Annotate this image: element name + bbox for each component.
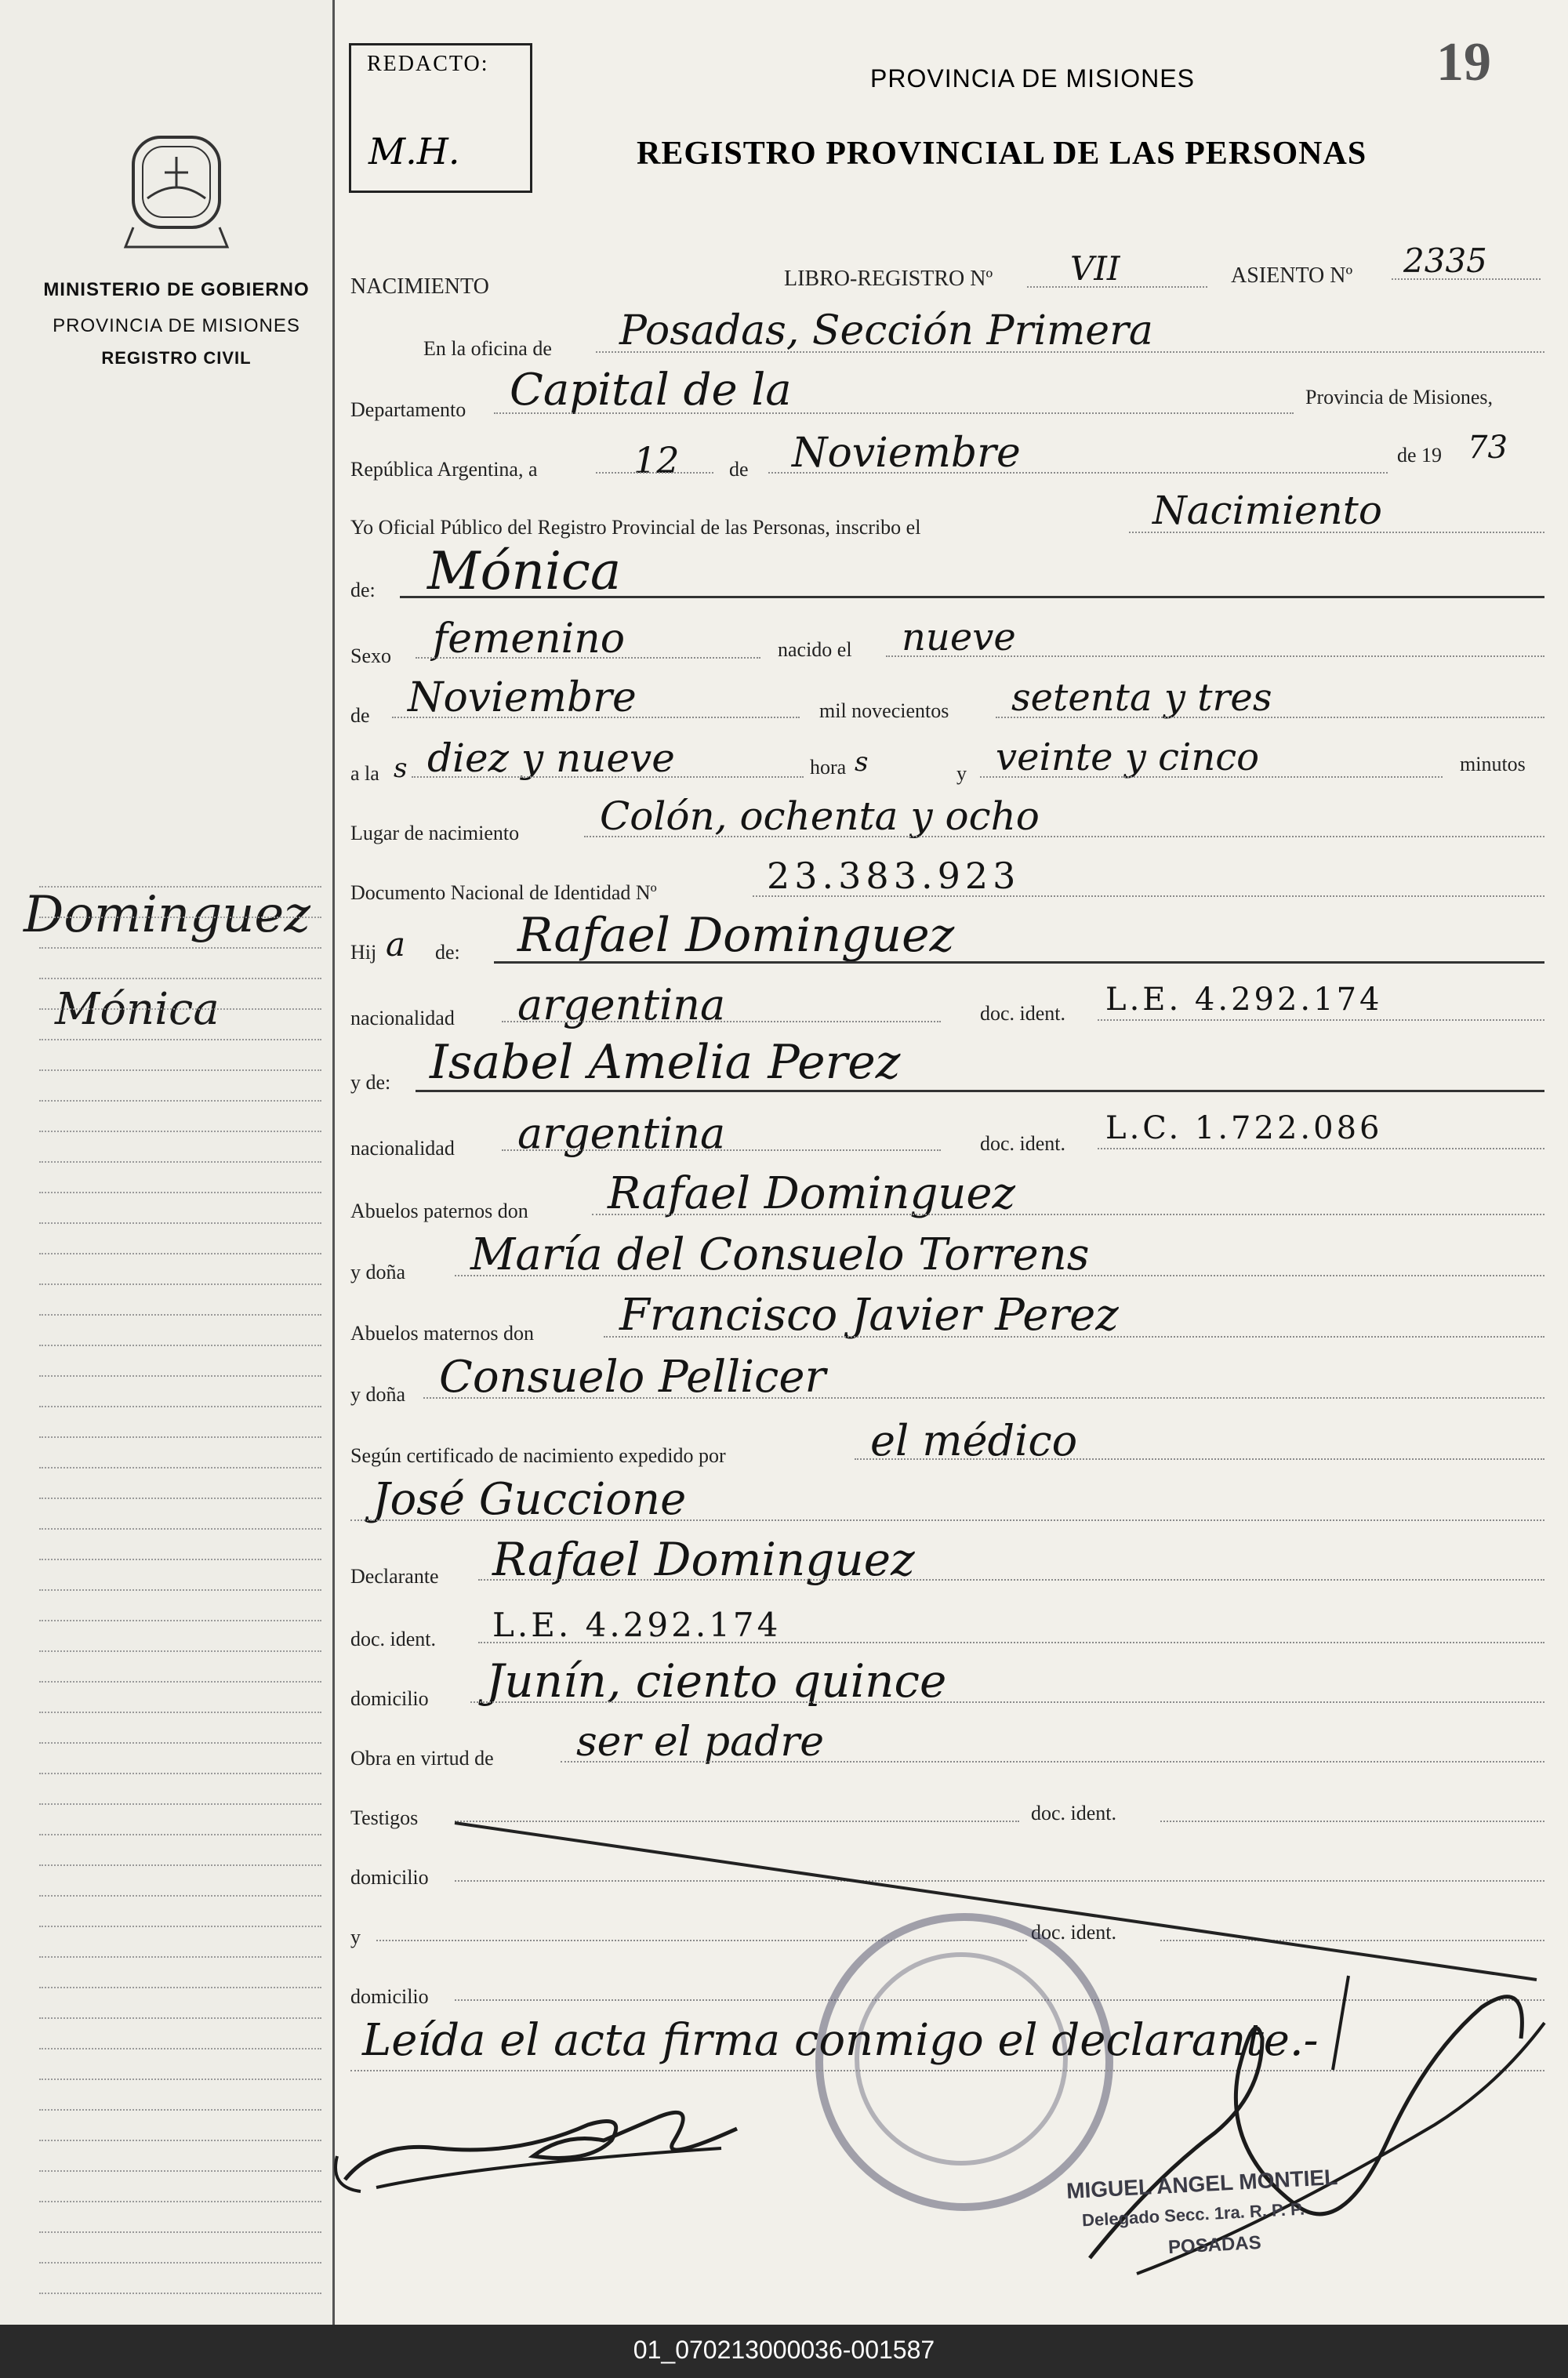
abuela-paterna-value: María del Consuelo Torrens [470, 1229, 1090, 1280]
nacido-dia-value: nueve [902, 615, 1016, 659]
abuelos-paternos-label: Abuelos paternos don [350, 1200, 528, 1222]
abuelos-maternos-label: Abuelos maternos don [350, 1322, 534, 1345]
madre-nacionalidad-label: nacionalidad [350, 1137, 455, 1160]
nacido-anio-value: setenta y tres [1011, 676, 1272, 720]
footer-bar [0, 2325, 1568, 2378]
record-type-label: NACIMIENTO [350, 274, 489, 299]
dni-value: 23.383.923 [767, 855, 1021, 897]
nombre-value: Mónica [427, 541, 622, 601]
testigo2-dom-label: domicilio [350, 1985, 429, 2008]
declarante-doc-label: doc. ident. [350, 1628, 437, 1650]
horas-s: s [855, 746, 869, 778]
minutos-value: veinte y cinco [996, 735, 1260, 779]
libro-value: VII [1070, 249, 1120, 288]
asiento-value: 2335 [1403, 241, 1487, 280]
oficina-label: En la oficina de [423, 337, 552, 360]
asiento-label: ASIENTO Nº [1231, 263, 1353, 288]
medico-value: José Guccione [372, 1474, 687, 1525]
madre-doc-label: doc. ident. [980, 1132, 1066, 1155]
hij-de-label: de: [435, 941, 460, 964]
padre-value: Rafael Dominguez [517, 908, 955, 963]
dni-label: Documento Nacional de Identidad Nº [350, 881, 657, 904]
abuela-materna-label: y doña [350, 1383, 406, 1406]
inscribo-value: Nacimiento [1152, 488, 1382, 533]
padre-doc-label: doc. ident. [980, 1002, 1066, 1025]
declarante-label: Declarante [350, 1565, 439, 1588]
testigo1-doc-label: doc. ident. [1031, 1802, 1117, 1824]
declarante-value: Rafael Dominguez [492, 1533, 915, 1586]
minutos-label: minutos [1460, 753, 1526, 775]
libro-label: LIBRO-REGISTRO Nº [784, 267, 993, 291]
padre-nacionalidad-label: nacionalidad [350, 1007, 455, 1029]
nacido-label: nacido el [778, 638, 852, 661]
domicilio-label: domicilio [350, 1687, 429, 1710]
yo-oficial-label: Yo Oficial Público del Registro Provincial de las Personas, inscribo el [350, 516, 921, 539]
testigo1-dom-label: domicilio [350, 1866, 429, 1889]
a-las-s: s [394, 753, 408, 784]
official-position: Delegado Secc. 1ra. R. P. P. [1081, 2198, 1305, 2231]
de-colon-label: de: [350, 579, 376, 601]
page-number: 19 [1436, 32, 1491, 93]
declarante-signature-icon [329, 2070, 768, 2227]
official-name: MIGUEL ANGEL MONTIEL [1065, 2164, 1338, 2204]
page-title: REGISTRO PROVINCIAL DE LAS PERSONAS [637, 136, 1367, 172]
official-signature-icon [1058, 1944, 1560, 2289]
padre-nacionalidad-value: argentina [517, 980, 726, 1029]
de-mes-label: de [350, 704, 370, 727]
dia-value: 12 [633, 439, 680, 481]
nacido-mes-value: Noviembre [408, 674, 637, 721]
obra-label: Obra en virtud de [350, 1747, 494, 1770]
domicilio-value: Junín, ciento quince [486, 1654, 947, 1708]
sexo-value: femenino [433, 615, 626, 663]
ministry-line: MINISTERIO DE GOBIERNO [43, 279, 310, 300]
registry-line: REGISTRO CIVIL [101, 348, 252, 368]
madre-doc-value: L.C. 1.722.086 [1105, 1110, 1383, 1146]
y-label: y [956, 762, 967, 785]
oficina-value: Posadas, Sección Primera [619, 307, 1153, 354]
abuela-materna-value: Consuelo Pellicer [439, 1352, 826, 1403]
abuelo-materno-value: Francisco Javier Perez [619, 1290, 1119, 1341]
redacto-label: REDACTO: [367, 52, 489, 76]
anio-value: 73 [1468, 430, 1508, 466]
testigos-label: Testigos [350, 1806, 419, 1829]
segun-label: Según certificado de nacimiento expedido por [350, 1444, 726, 1467]
obra-value: ser el padre [576, 1719, 824, 1766]
horas-value: diez y nueve [427, 735, 675, 781]
sexo-label: Sexo [350, 644, 391, 667]
madre-value: Isabel Amelia Perez [430, 1035, 901, 1090]
de-label: de [729, 458, 749, 481]
province-heading: PROVINCIA DE MISIONES [870, 64, 1195, 93]
republica-label: República Argentina, a [350, 458, 538, 481]
province-line: PROVINCIA DE MISIONES [53, 315, 300, 336]
departamento-value: Capital de la [510, 365, 792, 416]
abuela-paterna-label: y doña [350, 1261, 406, 1283]
mes-value: Noviembre [792, 430, 1021, 477]
declarante-doc-value: L.E. 4.292.174 [492, 1606, 782, 1644]
testigo2-doc-label: doc. ident. [1031, 1921, 1117, 1944]
anio-prefix: de 19 [1397, 444, 1443, 467]
madre-nacionalidad-value: argentina [517, 1109, 726, 1158]
margin-surname: Dominguez [24, 886, 310, 944]
abuelo-paterno-value: Rafael Dominguez [608, 1168, 1016, 1219]
departamento-label: Departamento [350, 398, 466, 421]
leida-value: Leída el acta firma conmigo el declarante.- [362, 2015, 1319, 2066]
certificado-value: el médico [870, 1416, 1078, 1465]
lugar-label: Lugar de nacimiento [350, 822, 520, 844]
official-city: POSADAS [1167, 2231, 1262, 2259]
horas-label: hora [810, 756, 847, 779]
a-las-label: a la [350, 762, 379, 785]
provincia-suffix: Provincia de Misiones, [1305, 386, 1494, 408]
footer-image-id: 01_070213000036-001587 [633, 2336, 935, 2364]
hij-label: Hij [350, 941, 377, 964]
y-de-label: y de: [350, 1071, 391, 1094]
padre-doc-value: L.E. 4.292.174 [1105, 982, 1383, 1018]
redacto-value: M.H. [368, 130, 460, 172]
hij-suffix: a [386, 925, 406, 964]
margin-given-name: Mónica [55, 984, 220, 1035]
lugar-value: Colón, ochenta y ocho [600, 793, 1040, 839]
mil-label: mil novecientos [819, 699, 949, 722]
testigo2-y-label: y [350, 1926, 361, 1948]
